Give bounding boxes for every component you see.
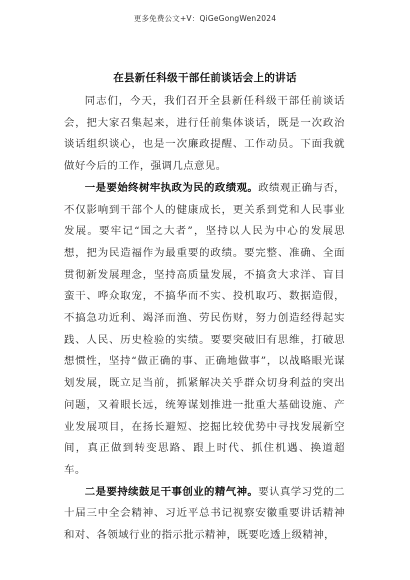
document-title: 在县新任科级干部任前谈话会上的讲话	[113, 72, 297, 84]
paragraph-text: 政绩观正确与否，不仅影响到干部个人的健康成长，更关系到党和人民事业发展。要牢记“国之大者”，坚持以人民为中心的发展思想，把为民造福作为最重要的政绩。要完整、准确、全面贯彻新发展理念，坚持高质量发展，不搞贪大求洋、盲目蛮干、哗众取宠，不搞华而不实、投机取巧、数据造假，不搞急功近利、竭泽而渔、劳民伤财，努力创造经得起实践、人民、历史检验的实绩。要要突破旧有思维，打破思想惯性，坚持“做正确的事、正确地做事”，以战略眼光谋划发展，既立足当前，抓紧解决关乎群众切身利益的突出问题，又着眼长远，统筹谋划推进一批重大基础设施、产业发展项目，在扬长避短、挖掘比较优势中寻找发展新空间，真正做到转变思路、跟上时代、抓住机遇、换道超车。	[64, 181, 345, 476]
paragraph-text: 要认真学习党的二十届三中全会精神、习近平总书记视察安徽重要讲话精神和对、各领域行业的指示批示精神，既要吃透上级精神，	[64, 485, 345, 542]
paragraph-text: 同志们，今天，我们召开全县新任科级干部任前谈话会，把大家召集起来，进行任前集体谈话，既是一次政治谈话组织谈心，也是一次廉政提醒、工作动员。下面我就做好今后的工作，强调几点意见。	[64, 95, 345, 173]
document-body	[64, 91, 345, 547]
header-note: 更多免费公文+V：QiGeGongWen2024	[133, 14, 277, 23]
paragraph-lead: 一是要始终树牢执政为民的政绩观。	[84, 181, 259, 194]
paragraph-point-one	[64, 178, 345, 482]
paragraph-point-two	[64, 482, 345, 547]
paragraph-intro	[64, 91, 345, 178]
paragraph-lead: 二是要持续鼓足干事创业的精气神。	[84, 485, 259, 498]
